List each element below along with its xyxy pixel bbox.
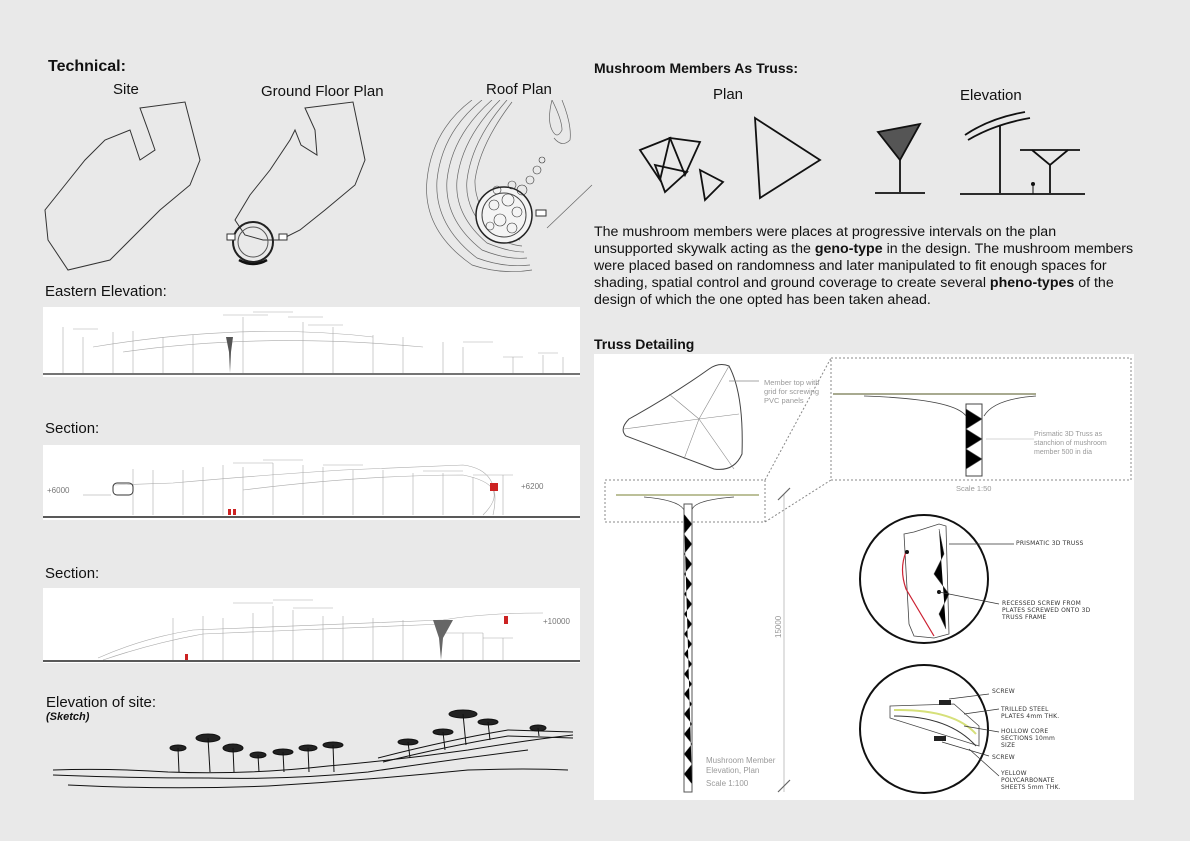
roof-plan-drawing (412, 100, 597, 275)
plan-sketches (625, 110, 825, 205)
elevation-of-site-sketch (48, 700, 580, 800)
para-text-3: of the design of which the one opted has been taken ahead. (594, 275, 1114, 308)
para-text-2: in the design. The mushroom members were placed based on randomness and later manipulated to fit enough spaces for shading, spatial control and ground coverage to create several (594, 241, 1134, 291)
scale-1-50: Scale 1:50 (956, 484, 992, 493)
eastern-elevation-label: Eastern Elevation: (45, 283, 167, 300)
truss-detailing-panel (594, 354, 1134, 800)
section1-level-right: +6200 (521, 482, 544, 491)
elevation-label: Elevation (960, 87, 1022, 104)
section-drawing-2 (43, 588, 580, 663)
para-bold-genotype: geno-type (814, 241, 883, 257)
callout-steel-plates: TRILLED STEEL PLATES 4mm THK. (1001, 706, 1060, 720)
para-bold-phenotypes: pheno-types (989, 275, 1075, 291)
elevation-sketches (870, 110, 1100, 205)
callout-screw-top: SCREW (992, 688, 1015, 695)
site-label: Site (113, 81, 139, 98)
description-paragraph (594, 224, 1134, 309)
truss-heading: Mushroom Members As Truss: (594, 60, 799, 76)
eastern-elevation-drawing (43, 307, 580, 377)
ground-floor-plan-label: Ground Floor Plan (261, 83, 384, 100)
section2-level: +10000 (543, 617, 570, 626)
scale-1-100: Scale 1:100 (706, 779, 749, 788)
section1-level-left: +6000 (47, 486, 70, 495)
sketch-subtitle: (Sketch) (46, 711, 90, 723)
callout-screw-bottom: SCREW (992, 754, 1015, 761)
site-plan-drawing (40, 100, 210, 275)
section-label-2: Section: (45, 565, 100, 582)
roof-plan-label: Roof Plan (486, 81, 552, 98)
callout-prismatic-truss: PRISMATIC 3D TRUSS (1016, 540, 1084, 547)
elevation-of-site-label: Elevation of site: (46, 694, 157, 711)
ground-floor-plan-drawing (205, 100, 395, 270)
callout-hollow-core: HOLLOW CORE SECTIONS 10mm SIZE (1001, 728, 1056, 749)
para-text-1: The mushroom members were places at progressive intervals on the plan unsupported skywalk acting as the (594, 224, 1057, 257)
member-top-note: Member top with grid for screwing PVC panels (764, 378, 820, 405)
mushroom-elevation-caption: Mushroom Member Elevation, Plan (706, 756, 776, 775)
plan-label: Plan (713, 86, 744, 103)
callout-polycarbonate: YELLOW POLYCARBONATE SHEETS 5mm THK. (1001, 770, 1061, 791)
section-drawing-1 (43, 445, 580, 520)
prismatic-note: Prismatic 3D Truss as stanchion of mushroom member 500 in dia (1034, 431, 1107, 456)
truss-detailing-heading: Truss Detailing (594, 336, 695, 352)
section-label-1: Section: (45, 420, 100, 437)
technical-heading: Technical: (48, 58, 126, 75)
height-dimension: 15000 (774, 615, 783, 638)
callout-recessed-screw: RECESSED SCREW FROM PLATES SCREWED ONTO 3D TRUSS FRAME (1002, 600, 1091, 621)
